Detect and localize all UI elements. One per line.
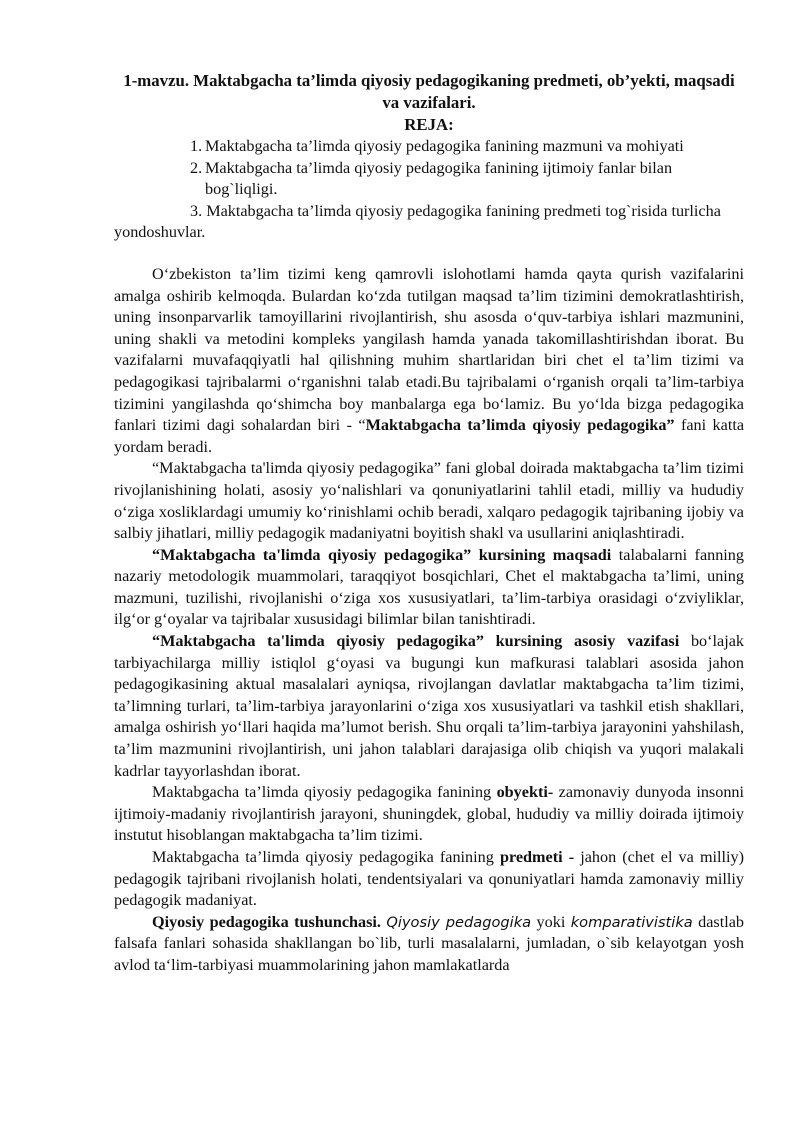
italic-term: Qiyosiy pedagogika [386, 913, 532, 931]
bold-course-name: Maktabgacha ta’limda qiyosiy pedagogika” [365, 416, 675, 435]
paragraph-text: fani katta yordam beradi. [114, 416, 745, 456]
bold-object: obyekti- [496, 783, 554, 802]
paragraph-text: dastlab falsafa fanlari sohasida shakllangan bo`lib, turli masalalarni, jumladan, o`sib kelayotgan yosh avlod ta‘lim-tarbiyasi muammolarining jahon mamlakatlarda [114, 912, 744, 974]
plan-item-text: Maktabgacha ta’limda qiyosiy pedagogika fanining predmeti tog`risida turlicha yondoshuvlar. [114, 201, 721, 242]
paragraph-text: talabalarni fanning nazariy metodologik muammolari, taraqqiyot bosqichlari, Chet el maktabgacha ta’limi, uning mazmuni, tuzilishi, rivojlanishi o‘ziga xos xususiyatlari, ta’lim-tarbiya orasidagi o‘zviyliklar, ilg‘or g‘oyalar va tajribalar xususidagi bilimlar bilan tanishtiradi. [114, 545, 744, 629]
paragraph-text: zamonaviy dunyoda insonni ijtimoiy-madaniy rivojlantirish jarayoni, shuningdek, global, hududiy va milliy doirada ijtimoiy instutut hisoblangan maktabgacha ta’lim tizimi. [114, 783, 744, 845]
italic-term: komparativistika [570, 913, 693, 931]
paragraph-text: Maktabgacha ta’limda qiyosiy pedagogika fanining [152, 848, 500, 866]
paragraph-concept [114, 912, 744, 977]
plan-list [114, 136, 744, 244]
paragraph-object [114, 782, 744, 847]
plan-item-text: Maktabgacha ta’limda qiyosiy pedagogika fanining mazmuni va mohiyati [205, 137, 684, 155]
paragraph-subject [114, 847, 744, 912]
plan-heading: REJA: [404, 115, 454, 134]
paragraph-text: “Maktabgacha ta'limda qiyosiy pedagogika” fani global doirada maktabgacha ta’lim tizimi rivojlanishining holati, asosiy yo‘nalishlari va qonuniyatlarini tahlil etadi, milliy va hududiy o‘ziga xosliklardagi umumiy ko‘rinishlami ochib beradi, xalqaro pedagogik tajribaning ijobiy va salbiy jihatlari, milliy pedagogik madaniyatni boyitish shakl va usullarini aniqlashtiradi. [114, 459, 744, 543]
plan-item [114, 158, 744, 201]
bold-course-task: “Maktabgacha ta'limda qiyosiy pedagogika” kursining asosiy vazifasi [152, 632, 680, 651]
paragraph-text: bo‘lajak tarbiyachilarga milliy istiqlol g‘oyasi va bugungi kun mafkurasi talablari asosida jahon pedagogikasining aktual masalalari ayniqsa, rivojlangan davlatlar maktabgacha ta’lim tizimi, ta’limning turlari, ta’lim-tarbiya jarayonlarini o‘ziga xos xususiyatlari va tashkil etish shakllari, amalga oshirish yo‘llari haqida ma’lumot berish. Shu orqali ta’lim-tarbiya jarayonini yahshilash, ta’lim mazmunini rivojlantirish, uni jahon talablari darajasiga olib chiqish va yuqori malakali kadrlar tayyorlashdan iborat. [114, 632, 744, 780]
paragraph-intro [114, 264, 744, 458]
paragraph-text: Maktabgacha ta’limda qiyosiy pedagogika fanining [152, 783, 497, 802]
document-page [114, 70, 744, 977]
paragraph-text: yoki [531, 912, 571, 931]
plan-item-number: 1. [190, 137, 203, 155]
paragraph-course-task [114, 631, 744, 782]
plan-item [114, 201, 744, 244]
bold-concept: Qiyosiy pedagogika tushunchasi. [152, 912, 381, 931]
document-title: 1-mavzu. Maktabgacha ta’limda qiyosiy pedagogikaning predmeti, ob’yekti, maqsadi va vazifalari. [123, 71, 735, 112]
bold-subject: predmeti - [499, 848, 575, 866]
paragraph-course-overview [114, 458, 744, 544]
paragraph-course-goal [114, 545, 744, 631]
paragraph-text: O‘zbekiston ta’lim tizimi keng qamrovli islohotlami hamda qayta qurish vazifalarini amalga oshirib kelmoqda. Bulardan ko‘zda tutilgan maqsad ta’lim tizimini demokratlashtirish, uning insonparvarlik tamoyillarini rivojlantirish, shu asosda o‘quv-tarbiya ishlari mazmunini, uning shakli va metodini kompleks yangilash hamda yanada takomillashtirishdan iborat. Bu vazifalarni muvafaqqiyatli hal qilishning muhim shartlaridan biri chet el ta’lim tizimi va pedagogikasi tajribalarmi o‘rganishni talab etadi.Bu tajribalami o‘rganish orqali ta’lim-tarbiya tizimini yangilashda qo‘shimcha boy manbalarga ega bo‘lamiz. Bu yo‘lda bizga pedagogika fanlari tizimi dagi sohalardan biri - “ [114, 264, 744, 435]
plan-item [114, 136, 744, 158]
bold-course-goal: “Maktabgacha ta'limda qiyosiy pedagogika” kursining maqsadi [152, 545, 612, 564]
plan-item-number: 3. [190, 201, 203, 220]
plan-item-text: Maktabgacha ta’limda qiyosiy pedagogika fanining ijtimoiy fanlar bilan bog`liqligi. [205, 158, 673, 199]
plan-item-number: 2. [190, 158, 203, 177]
paragraph-text: jahon (chet el va milliy) pedagogik tajribani rivojlanish holati, tendentsiyalari va qonuniyatlari hamda zamonaviy milliy pedagogik madaniyat. [114, 848, 745, 910]
